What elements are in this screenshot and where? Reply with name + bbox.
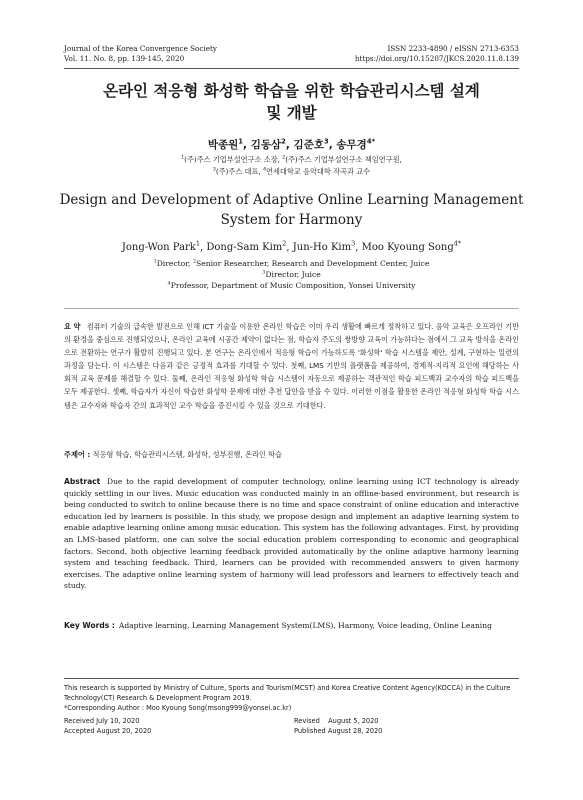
journal-name: Journal of the Korea Convergence Society <box>64 44 217 53</box>
author-sup: 2 <box>281 137 286 146</box>
korean-keywords-label: 주제어 : <box>64 450 91 459</box>
aff-sup: 1 <box>181 155 185 161</box>
affiliation-text: (주)주스 대표, <box>215 167 264 176</box>
korean-title-line-2: 및 개발 <box>266 104 317 122</box>
affiliation-text: Senior Researcher, Research and Development Center, Juice <box>196 259 430 268</box>
revised-date: Revised August 5, 2020 <box>294 717 379 725</box>
author-sup: 4* <box>453 239 462 248</box>
korean-abstract <box>64 320 519 412</box>
author-sup: 3 <box>323 137 329 146</box>
english-title-line-1: Design and Development of Adaptive Online Learning Management <box>59 192 524 208</box>
header-divider <box>64 68 519 69</box>
article-dates <box>64 716 519 736</box>
aff-sup: 3 <box>212 167 216 173</box>
korean-title <box>40 80 543 124</box>
english-affiliation-line-1 <box>40 258 543 269</box>
author-name: Dong-Sam Kim <box>206 242 283 253</box>
aff-sup: 2 <box>282 155 286 161</box>
affiliation-text: Director, Juice <box>265 270 321 280</box>
journal-header-left <box>64 44 217 64</box>
korean-keywords <box>64 450 519 460</box>
author-sup: 1 <box>195 239 201 248</box>
english-keywords <box>64 620 519 632</box>
footer-divider <box>64 678 519 679</box>
affiliation-text: Professor, Department of Music Composition, Yonsei University <box>170 281 416 291</box>
english-authors: Jong-Won Park$^1$, Dong-Sam Kim$^2$, Jun-Ho Kim$^3$, Moo Kyoung Song$^{4*}$ <box>121 239 462 253</box>
korean-affiliations <box>40 154 543 178</box>
author-name: 송무경 <box>336 139 367 151</box>
korean-abstract-label: 요 약 <box>64 322 81 331</box>
aff-sup: 1 <box>153 258 157 265</box>
aff-sup: 4 <box>167 280 171 287</box>
author-name: 박종원 <box>207 139 239 151</box>
author-sup: 2 <box>282 239 287 248</box>
author-sup: 1 <box>238 137 244 146</box>
affiliation-text: Director, <box>156 259 193 268</box>
english-abstract-text: Due to the rapid development of computer technology, online learning using ICT technology is already quickly settling in our lives. Music education was conducted mainly in an offline-based environment, but research is being conducted to switch to online because there is no time and space constraint of online education and interactive education led by learners is possible. In this study, we propose design and implement an adaptive learning system to enable adaptive learning online among music education. This system has the following advantages. First, by providing an LMS-based platform, one can solve the social education problem corresponding to economic and geographical factors. Second, both objective learning feedback provided automatically by the online adaptive harmony learning system and teaching feedback. Third, learners can be provided with recommended answers to given harmony exercises. The adaptive online learning system of harmony will lead professors and learners to effectively teach and study. <box>64 477 519 591</box>
english-keywords-text: Adaptive learning, Learning Management System(LMS), Harmony, Voice leading, Online Leaning <box>118 621 492 630</box>
author-name: Jun-Ho Kim <box>292 242 352 253</box>
accepted-date: Accepted August 20, 2020 <box>64 727 152 735</box>
author-name: 김준호 <box>293 139 324 151</box>
english-title <box>40 190 543 230</box>
english-title-line-2: System for Harmony <box>220 212 363 228</box>
korean-affiliation-line-2 <box>40 166 543 178</box>
english-affiliation-line-3 <box>40 280 543 291</box>
korean-authors: 박종원$^1$, 김동삼$^2$, 김준호$^3$, 송무경$^{4*}$ <box>207 137 376 151</box>
journal-header-right <box>355 44 519 64</box>
aff-sup: 3 <box>262 269 266 276</box>
funding-note: This research is supported by Ministry of Culture, Sports and Tourism(MCST) and Korea Creative Content Agency(KOCCA) in the Culture Technology(CT) Research & Development Program 2019. <box>64 684 511 702</box>
author-name: 김동삼 <box>250 139 282 151</box>
footnote <box>64 683 519 713</box>
issn: ISSN 2233-4890 / eISSN 2713-6353 <box>387 44 519 53</box>
author-name: Moo Kyoung Song <box>361 242 454 253</box>
corresponding-author: *Corresponding Author : Moo Kyoung Song(msong999@yonsei.ac.kr) <box>64 704 292 712</box>
aff-sup: 4 <box>263 167 267 173</box>
english-abstract-label: Abstract <box>64 477 101 486</box>
korean-keywords-text: 적응형 학습, 학습관리시스템, 화성학, 성부진행, 온라인 학습 <box>92 450 282 459</box>
affiliation-text: 연세대학교 음악대학 작곡과 교수 <box>266 167 371 176</box>
volume-info: Vol. 11. No. 8, pp. 139-145, 2020 <box>64 54 185 63</box>
affiliation-text: (주)주스 기업부설연구소 소장, <box>184 155 283 164</box>
english-keywords-label: Key Words : <box>64 621 115 630</box>
author-name: Jong-Won Park <box>121 242 196 253</box>
dates-row <box>64 726 519 736</box>
doi-link[interactable]: https://doi.org/10.15207/JKCS.2020.11.8.139 <box>354 54 519 63</box>
author-sup: 3 <box>351 239 356 248</box>
english-affiliations <box>40 258 543 292</box>
aff-sup: 2 <box>192 258 197 265</box>
english-affiliation-line-2 <box>40 269 543 280</box>
english-abstract <box>64 476 519 592</box>
section-divider <box>64 308 519 309</box>
published-date: Published August 28, 2020 <box>294 727 383 735</box>
affiliation-text: (주)주스 기업부설연구소 책임연구원, <box>285 155 402 164</box>
korean-abstract-text: 컴퓨터 기술의 급속한 발전으로 인해 ICT 기술을 이용한 온라인 학습은 이미 우리 생활에 빠르게 정착하고 있다. 음악 교육은 오프라인 기반의 환경을 중심으로 진행되었으나, 온라인 교육에 시공간 제약이 없다는 점, 학습자 주도의 쌍방향 교육이 가능하다는 점에서 그 교육 방식을 온라인으로 전환하는 연구가 활발히 진행되고 있다. 본 연구는 온라인에서 적응형 학습이 가능하도록 '화성학' 학습 시스템을 제안, 설계, 구현하는 일련의 과정을 담는다. 이 시스템은 다음과 같은 긍정적 효과를 기대할 수 있다. 첫째, LMS 기반의 플랫폼을 제공하여, 경제적·지리적 요인에 해당하는 사회적 교육 문제를 해결할 수 있다. 둘째, 온라인 적응형 화성학 학습 시스템이 자동으로 제공하는 객관적인 학습 피드백과 교수자의 학습 피드백을 모두 제공한다. 셋째, 학습자가 자신이 학습한 화성학 문제에 대한 추천 답안을 받을 수 있다. 이러한 이점을 활용한 온라인 적응형 화성학 학습 시스템은 교수자와 학습자 간의 효과적인 교수 학습을 증진시킬 수 있을 것으로 기대한다. <box>64 322 519 410</box>
korean-affiliation-line-1 <box>40 154 543 166</box>
received-date: Received July 10, 2020 <box>64 717 140 725</box>
korean-title-line-1: 온라인 적응형 화성학 학습을 위한 학습관리시스템 설계 <box>103 82 480 100</box>
dates-row <box>64 716 519 726</box>
author-sup: 4* <box>366 137 376 146</box>
